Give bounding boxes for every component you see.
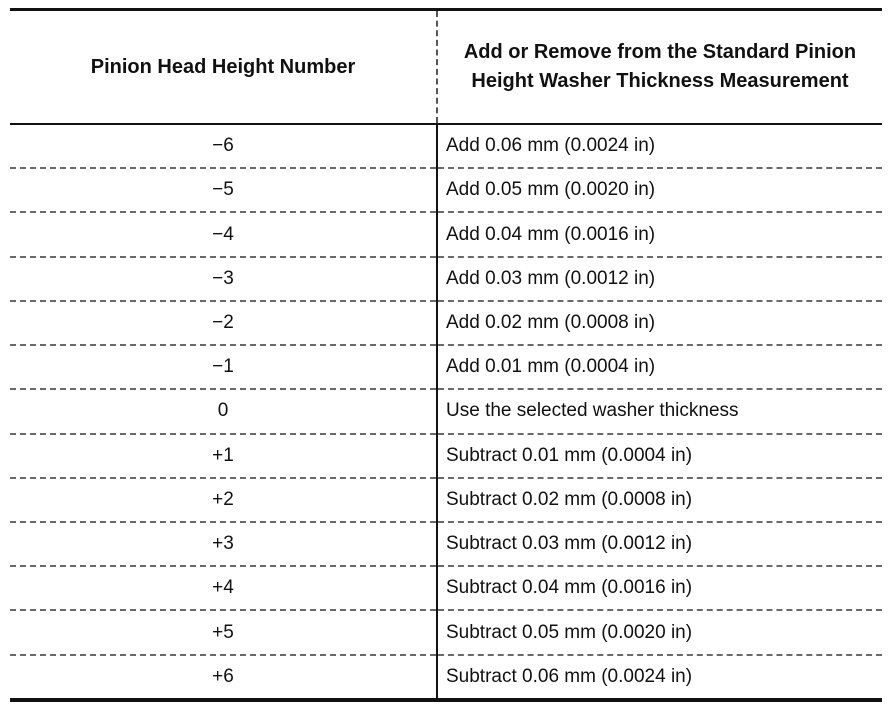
table-row — [10, 389, 882, 433]
adjustment-cell: Add 0.06 mm (0.0024 in) — [437, 124, 882, 168]
pinion-number-cell: −5 — [10, 168, 437, 212]
adjustment-cell: Add 0.03 mm (0.0012 in) — [437, 257, 882, 301]
pinion-number-cell: +5 — [10, 610, 437, 654]
adjustment-cell: Subtract 0.01 mm (0.0004 in) — [437, 434, 882, 478]
table-row — [10, 301, 882, 345]
pinion-number-cell: +6 — [10, 655, 437, 700]
adjustment-cell: Subtract 0.04 mm (0.0016 in) — [437, 566, 882, 610]
pinion-number-cell: +1 — [10, 434, 437, 478]
pinion-number-cell: 0 — [10, 389, 437, 433]
header-washer-adjustment: Add or Remove from the Standard Pinion Height Washer Thickness Measurement — [437, 10, 882, 125]
table-row — [10, 345, 882, 389]
adjustment-cell: Subtract 0.03 mm (0.0012 in) — [437, 522, 882, 566]
table-header — [10, 10, 882, 125]
pinion-number-cell: +4 — [10, 566, 437, 610]
table-row — [10, 257, 882, 301]
table-row — [10, 478, 882, 522]
adjustment-cell: Add 0.01 mm (0.0004 in) — [437, 345, 882, 389]
table-row — [10, 124, 882, 168]
table-row — [10, 434, 882, 478]
pinion-number-cell: +3 — [10, 522, 437, 566]
pinion-number-cell: −1 — [10, 345, 437, 389]
adjustment-cell: Subtract 0.06 mm (0.0024 in) — [446, 665, 693, 687]
pinion-number-cell: −4 — [10, 212, 437, 256]
adjustment-cell: Subtract 0.02 mm (0.0008 in) — [437, 478, 882, 522]
header-pinion-head-height-number: Pinion Head Height Number — [10, 10, 437, 125]
adjustment-cell: Subtract 0.05 mm (0.0020 in) — [437, 610, 882, 654]
pinion-height-table — [10, 8, 882, 702]
adjustment-cell: Use the selected washer thickness — [437, 389, 882, 433]
table-row — [10, 212, 882, 256]
adjustment-cell: Add 0.04 mm (0.0016 in) — [437, 212, 882, 256]
table-row — [10, 168, 882, 212]
table-body — [10, 124, 882, 700]
pinion-height-table-container — [10, 8, 882, 702]
table-row — [10, 655, 882, 700]
adjustment-cell: Add 0.02 mm (0.0008 in) — [437, 301, 882, 345]
pinion-number-cell: +2 — [10, 478, 437, 522]
table-row — [10, 610, 882, 654]
pinion-number-cell: −3 — [10, 257, 437, 301]
header-row — [10, 10, 882, 125]
pinion-number-cell: −2 — [10, 301, 437, 345]
table-row — [10, 522, 882, 566]
pinion-number-cell: −6 — [10, 124, 437, 168]
table-row — [10, 566, 882, 610]
adjustment-cell: Add 0.05 mm (0.0020 in) — [437, 168, 882, 212]
